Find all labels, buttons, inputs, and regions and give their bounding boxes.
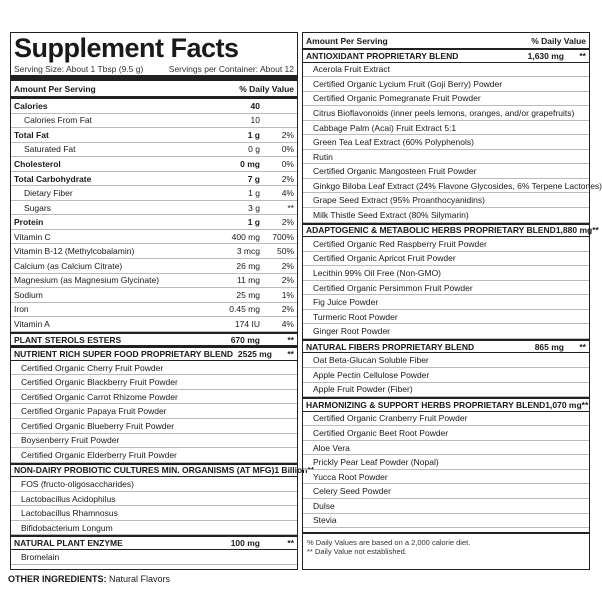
ingredient-row <box>303 121 589 136</box>
ingredient-row <box>11 361 297 376</box>
nutrient-row <box>11 274 297 289</box>
blend-row <box>303 397 589 412</box>
nutrient-amount: 11 mg <box>237 275 260 286</box>
nutrient-name: Calories From Fat <box>24 115 93 126</box>
nutrient-amount: 0.45 mg <box>229 304 260 315</box>
ingredient-row <box>303 426 589 441</box>
ingredient-row <box>11 506 297 521</box>
ingredient-name: Celery Seed Powder <box>313 486 391 497</box>
ingredient-name: Citrus Bioflavonoids (inner peels lemons, oranges, and/or grapefruits) <box>313 107 575 118</box>
ingredient-name: Certified Organic Papaya Fruit Powder <box>21 406 167 417</box>
footnotes <box>303 532 589 556</box>
ingredient-row <box>303 368 589 383</box>
ingredient-row <box>303 164 589 179</box>
ingredient-name: Certified Organic Mangosteen Fruit Powder <box>313 166 477 177</box>
ingredient-name: Oat Beta-Glucan Soluble Fiber <box>313 355 429 366</box>
nutrient-row <box>11 186 297 201</box>
nutrient-row <box>11 143 297 158</box>
blend-row <box>303 339 589 354</box>
nutrient-amount: 26 mg <box>236 260 260 271</box>
amount-header: Amount Per Serving <box>14 83 96 94</box>
ingredient-name: Certified Organic Lycium Fruit (Goji Berry) Powder <box>313 78 503 89</box>
right-column-header <box>303 33 589 48</box>
ingredient-row <box>303 281 589 296</box>
footnote: % Daily Values are based on a 2,000 calorie diet. <box>307 538 471 548</box>
nutrient-amount: 0 mg <box>240 158 260 169</box>
blend-name: NON-DAIRY PROBIOTIC CULTURES MIN. ORGANISMS (AT MFG) <box>14 465 275 476</box>
nutrient-row <box>11 172 297 187</box>
blend-name: ANTIOXIDANT PROPRIETARY BLEND <box>306 50 459 61</box>
ingredient-row <box>303 295 589 310</box>
nutrient-amount: 1 g <box>248 188 260 199</box>
nutrient-list <box>11 99 297 332</box>
nutrient-daily-value: 700% <box>272 231 294 242</box>
ingredient-row <box>303 63 589 78</box>
ingredient-row <box>11 550 297 565</box>
ingredient-name: Rutin <box>313 151 333 162</box>
nutrient-row <box>11 244 297 259</box>
nutrient-daily-value: 2% <box>281 275 294 286</box>
ingredient-row <box>11 521 297 536</box>
ingredient-name: Lactobacillus Acidophilus <box>21 493 116 504</box>
nutrient-daily-value: 4% <box>281 318 294 329</box>
blend-daily-value: ** <box>579 50 586 61</box>
ingredient-name: Lactobacillus Rhamnosus <box>21 508 118 519</box>
nutrient-amount: 400 mg <box>231 231 260 242</box>
ingredient-row <box>11 434 297 449</box>
ingredient-name: Aloe Vera <box>313 442 350 453</box>
blend-daily-value: ** <box>287 349 294 360</box>
other-ingredients-label: OTHER INGREDIENTS: <box>8 574 107 584</box>
nutrient-daily-value: 2% <box>281 260 294 271</box>
ingredient-row <box>303 514 589 529</box>
blend-amount: 1,070 mg <box>545 399 582 410</box>
ingredient-name: Apple Fruit Powder (Fiber) <box>313 384 413 395</box>
ingredient-row <box>303 353 589 368</box>
supplement-facts-right-panel <box>302 32 602 570</box>
blend-daily-value: ** <box>592 225 599 236</box>
blend-name: HARMONIZING & SUPPORT HERBS PROPRIETARY BLEND <box>306 399 546 410</box>
nutrient-amount: 3 g <box>248 202 260 213</box>
nutrient-name: Saturated Fat <box>24 144 76 155</box>
ingredient-row <box>11 404 297 419</box>
ingredient-row <box>11 492 297 507</box>
blend-daily-value: ** <box>287 538 294 549</box>
nutrient-daily-value: 1% <box>281 289 294 300</box>
blend-daily-value: ** <box>579 341 586 352</box>
nutrient-daily-value: 0% <box>281 158 294 169</box>
blend-row <box>11 463 315 478</box>
nutrient-daily-value: 2% <box>281 217 294 228</box>
ingredient-name: Acerola Fruit Extract <box>313 64 390 75</box>
nutrient-name: Calories <box>14 100 48 111</box>
ingredient-name: Lecithin 99% Oil Free (Non-GMO) <box>313 267 442 278</box>
ingredient-row <box>303 106 589 121</box>
daily-value-header: % Daily Value <box>531 35 586 46</box>
blend-amount: 1,630 mg <box>527 50 564 61</box>
ingredient-row <box>11 448 297 463</box>
ingredient-name: Certified Organic Cherry Fruit Powder <box>21 362 164 373</box>
blend-name: NATURAL PLANT ENZYME <box>14 538 123 549</box>
ingredient-row <box>303 193 589 208</box>
ingredient-name: Certified Organic Beet Root Powder <box>313 427 449 438</box>
ingredient-row <box>303 150 589 165</box>
nutrient-row <box>11 157 297 172</box>
ingredient-name: Certified Organic Pomegranate Fruit Powder <box>313 93 481 104</box>
ingredient-name: Certified Organic Apricot Fruit Powder <box>313 253 456 264</box>
ingredient-row <box>303 135 589 150</box>
ingredient-row <box>11 419 297 434</box>
nutrient-name: Magnesium (as Magnesium Glycinate) <box>14 275 160 286</box>
ingredient-name: Certified Organic Elderberry Fruit Powder <box>21 449 177 460</box>
right-blend-list <box>303 48 602 528</box>
nutrient-amount: 174 IU <box>234 318 260 329</box>
nutrient-daily-value: 0% <box>281 144 294 155</box>
ingredient-row <box>303 266 589 281</box>
nutrient-amount: 0 g <box>248 144 260 155</box>
blend-amount: 865 mg <box>534 341 564 352</box>
ingredient-row <box>303 383 589 398</box>
ingredient-name: Bifidobacterium Longum <box>21 522 113 533</box>
ingredient-name: Certified Organic Blackberry Fruit Powder <box>21 377 178 388</box>
nutrient-name: Total Fat <box>14 129 49 140</box>
blend-name: ADAPTOGENIC & METABOLIC HERBS PROPRIETARY BLEND <box>306 225 556 236</box>
ingredient-row <box>303 324 589 339</box>
nutrient-daily-value: ** <box>287 202 294 213</box>
ingredient-row <box>303 77 589 92</box>
nutrient-row <box>11 114 297 129</box>
ingredient-row <box>303 92 589 107</box>
left-blend-list <box>11 332 315 565</box>
ingredient-row <box>303 179 602 194</box>
servings-per-container: Servings per Container: About 12 <box>168 64 294 74</box>
ingredient-name: Fig Juice Powder <box>313 297 379 308</box>
supplement-facts-left-panel <box>10 32 315 570</box>
ingredient-name: Certified Organic Carrot Rhizome Powder <box>21 391 178 402</box>
nutrient-amount: 10 <box>250 115 260 126</box>
blend-row <box>303 223 599 238</box>
nutrient-row <box>11 201 297 216</box>
nutrient-row <box>11 317 297 332</box>
nutrient-name: Vitamin B-12 (Methylcobalamin) <box>14 246 135 257</box>
ingredient-name: Ginger Root Powder <box>313 326 391 337</box>
amount-header: Amount Per Serving <box>306 35 388 46</box>
blend-amount: 2525 mg <box>237 349 272 360</box>
ingredient-name: Certified Organic Blueberry Fruit Powder <box>21 420 175 431</box>
ingredient-name: Bromelain <box>21 551 60 562</box>
ingredient-row <box>303 412 589 427</box>
nutrient-daily-value: 2% <box>281 173 294 184</box>
nutrient-name: Total Carbohydrate <box>14 173 92 184</box>
nutrient-row <box>11 288 297 303</box>
footnote: ** Daily Value not established. <box>307 547 407 557</box>
nutrient-row <box>11 259 297 274</box>
ingredient-name: Certified Organic Red Raspberry Fruit Powder <box>313 238 487 249</box>
nutrient-name: Calcium (as Calcium Citrate) <box>14 260 123 271</box>
ingredient-name: FOS (fructo-oligosaccharides) <box>21 478 134 489</box>
ingredient-name: Stevia <box>313 515 337 526</box>
ingredient-row <box>303 208 589 223</box>
blend-amount: 100 mg <box>230 538 260 549</box>
ingredient-name: Milk Thistle Seed Extract (80% Silymarin) <box>313 209 469 220</box>
blend-name: NATURAL FIBERS PROPRIETARY BLEND <box>306 341 475 352</box>
nutrient-amount: 1 g <box>247 129 260 140</box>
serving-info <box>11 61 297 75</box>
ingredient-name: Green Tea Leaf Extract (60% Polyphenols) <box>313 137 474 148</box>
nutrient-daily-value: 2% <box>281 129 294 140</box>
nutrient-row <box>11 99 297 114</box>
other-ingredients <box>8 574 170 584</box>
nutrient-name: Sodium <box>14 289 43 300</box>
ingredient-row <box>303 252 589 267</box>
ingredient-name: Apple Pectin Cellulose Powder <box>313 369 430 380</box>
nutrient-name: Sugars <box>24 202 51 213</box>
ingredient-name: Grape Seed Extract (95% Proanthocyanidins) <box>313 195 485 206</box>
daily-value-header: % Daily Value <box>239 83 294 94</box>
ingredient-name: Certified Organic Cranberry Fruit Powder <box>313 413 468 424</box>
nutrient-amount: 40 <box>250 100 260 111</box>
blend-amount: 1 Billion <box>274 465 308 476</box>
ingredient-row <box>303 499 589 514</box>
nutrient-amount: 3 mcg <box>236 246 260 257</box>
blend-daily-value: ** <box>287 334 294 345</box>
ingredient-name: Prickly Pear Leaf Powder (Nopal) <box>313 457 439 468</box>
ingredient-row <box>11 375 297 390</box>
ingredient-row <box>11 477 297 492</box>
ingredient-name: Dulse <box>313 500 335 511</box>
blend-name: PLANT STEROLS ESTERS <box>14 334 122 345</box>
nutrient-row <box>11 128 297 143</box>
ingredient-name: Boysenberry Fruit Powder <box>21 435 120 446</box>
blend-row <box>11 332 297 347</box>
ingredient-name: Turmeric Root Powder <box>313 311 398 322</box>
nutrient-row <box>11 215 297 230</box>
ingredient-row <box>303 455 589 470</box>
blend-daily-value: ** <box>307 465 315 476</box>
ingredient-name: Yucca Root Powder <box>313 471 388 482</box>
blend-row <box>11 346 297 361</box>
ingredient-row <box>11 390 297 405</box>
page-title: Supplement Facts <box>14 33 239 63</box>
blend-name: NUTRIENT RICH SUPER FOOD PROPRIETARY BLEND <box>14 349 233 360</box>
nutrient-row <box>11 303 297 318</box>
nutrient-name: Cholesterol <box>14 158 61 169</box>
nutrient-amount: 1 g <box>247 217 260 228</box>
blend-amount: 1,880 mg <box>555 225 593 236</box>
serving-size: Serving Size: About 1 Tbsp (9.5 g) <box>14 64 144 74</box>
blend-row <box>11 535 297 550</box>
nutrient-name: Dietary Fiber <box>24 188 73 199</box>
nutrient-name: Vitamin C <box>14 231 51 242</box>
ingredient-row <box>303 441 589 456</box>
ingredient-name: Certified Organic Persimmon Fruit Powder <box>313 282 473 293</box>
ingredient-row <box>303 310 589 325</box>
nutrient-amount: 7 g <box>247 173 260 184</box>
nutrient-name: Vitamin A <box>14 318 50 329</box>
nutrient-amount: 25 mg <box>236 289 260 300</box>
left-column-header <box>11 81 297 96</box>
nutrient-daily-value: 2% <box>281 304 294 315</box>
blend-amount: 670 mg <box>230 334 260 345</box>
nutrient-row <box>11 230 297 245</box>
ingredient-row <box>303 484 589 499</box>
other-ingredients-value: Natural Flavors <box>106 574 171 584</box>
blend-row <box>303 48 589 63</box>
nutrient-name: Iron <box>14 304 29 315</box>
blend-daily-value: ** <box>581 399 589 410</box>
ingredient-row <box>303 237 589 252</box>
ingredient-row <box>303 470 589 485</box>
ingredient-name: Ginkgo Biloba Leaf Extract (24% Flavone Glycosides, 6% Terpene Lactones) <box>313 180 602 191</box>
nutrient-daily-value: 4% <box>281 188 294 199</box>
nutrient-name: Protein <box>14 217 44 228</box>
nutrient-daily-value: 50% <box>276 246 294 257</box>
ingredient-name: Cabbage Palm (Acai) Fruit Extract 5:1 <box>313 122 457 133</box>
